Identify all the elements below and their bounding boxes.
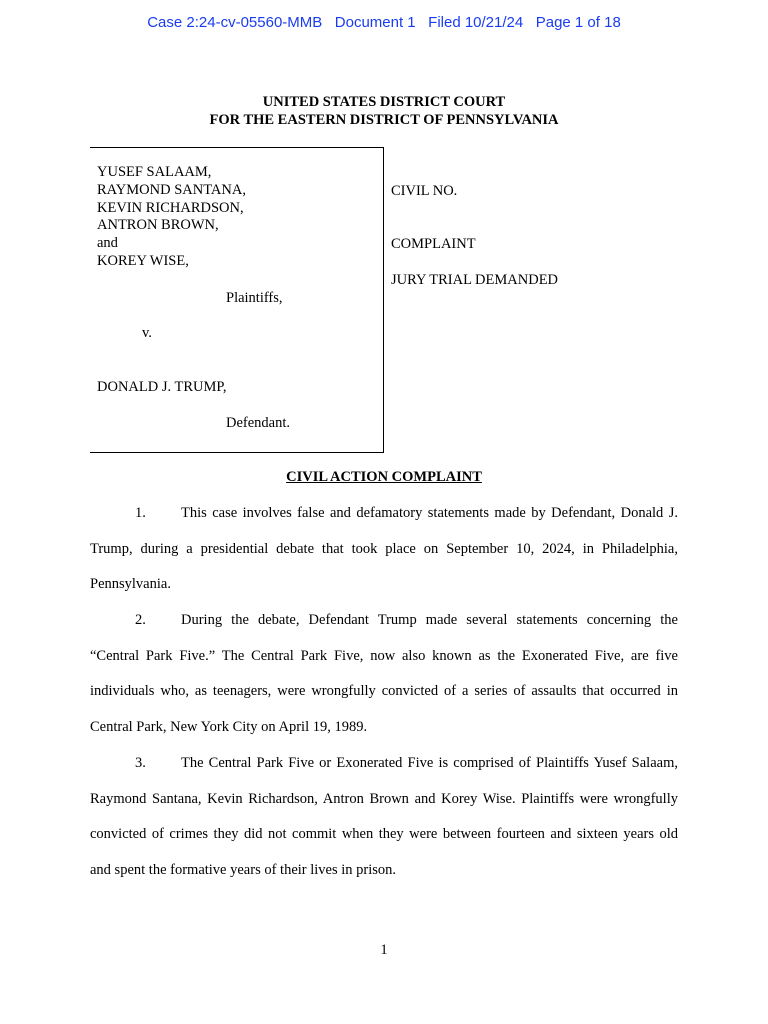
paragraph-line: Central Park, New York City on April 19, 1989. xyxy=(90,719,368,735)
plaintiff-list xyxy=(97,164,246,271)
paragraph-line: The Central Park Five or Exonerated Five is comprised of Plaintiffs Yusef Salaam, xyxy=(181,755,678,771)
defendant-name: DONALD J. TRUMP, xyxy=(97,379,227,395)
plaintiff-name: YUSEF SALAAM, xyxy=(97,164,212,180)
paragraph-line: individuals who, as teenagers, were wrongfully convicted of a series of assaults that occurred in xyxy=(90,683,678,699)
jury-trial-label: JURY TRIAL DEMANDED xyxy=(391,272,559,288)
court-title-line-2: FOR THE EASTERN DISTRICT OF PENNSYLVANIA xyxy=(209,111,559,128)
civil-number-label: CIVIL NO. xyxy=(391,183,458,199)
court-title-line-1: UNITED STATES DISTRICT COURT xyxy=(262,94,506,110)
plaintiffs-label: Plaintiffs, xyxy=(226,290,283,306)
paragraph-line: “Central Park Five.” The Central Park Five, now also known as the Exonerated Five, are five xyxy=(90,648,678,664)
paragraph-line: During the debate, Defendant Trump made several statements concerning the xyxy=(181,612,678,628)
paragraph-number: 1. xyxy=(135,505,146,521)
ecf-filing-header: Case 2:24-cv-05560-MMB Document 1 Filed 10/21/24 Page 1 of 18 xyxy=(147,14,621,31)
paragraph-line: and spent the formative years of their lives in prison. xyxy=(90,862,397,878)
page-number: 1 xyxy=(380,942,388,958)
paragraph-number: 3. xyxy=(135,755,146,771)
plaintiff-name: KEVIN RICHARDSON, xyxy=(97,199,244,216)
plaintiff-name: RAYMOND SANTANA, xyxy=(97,181,246,198)
section-heading: CIVIL ACTION COMPLAINT xyxy=(286,469,482,485)
paragraph-line: Pennsylvania. xyxy=(90,576,171,592)
paragraph-line: Trump, during a presidential debate that took place on September 10, 2024, in Philadelphia, xyxy=(90,541,678,557)
plaintiff-name: ANTRON BROWN, xyxy=(97,217,219,234)
court-title xyxy=(0,94,768,129)
versus-label: v. xyxy=(142,325,152,341)
plaintiff-conjunction: and xyxy=(97,235,118,252)
defendant-label: Defendant. xyxy=(226,415,291,431)
paragraph-number: 2. xyxy=(135,612,146,628)
paragraph-line: This case involves false and defamatory statements made by Defendant, Donald J. xyxy=(181,505,678,521)
plaintiff-name: KOREY WISE, xyxy=(97,252,189,269)
complaint-label: COMPLAINT xyxy=(391,236,476,252)
paragraph-line: convicted of crimes they did not commit when they were between fourteen and sixteen years old xyxy=(90,826,678,842)
paragraph-line: Raymond Santana, Kevin Richardson, Antron Brown and Korey Wise. Plaintiffs were wrongfully xyxy=(90,791,678,807)
